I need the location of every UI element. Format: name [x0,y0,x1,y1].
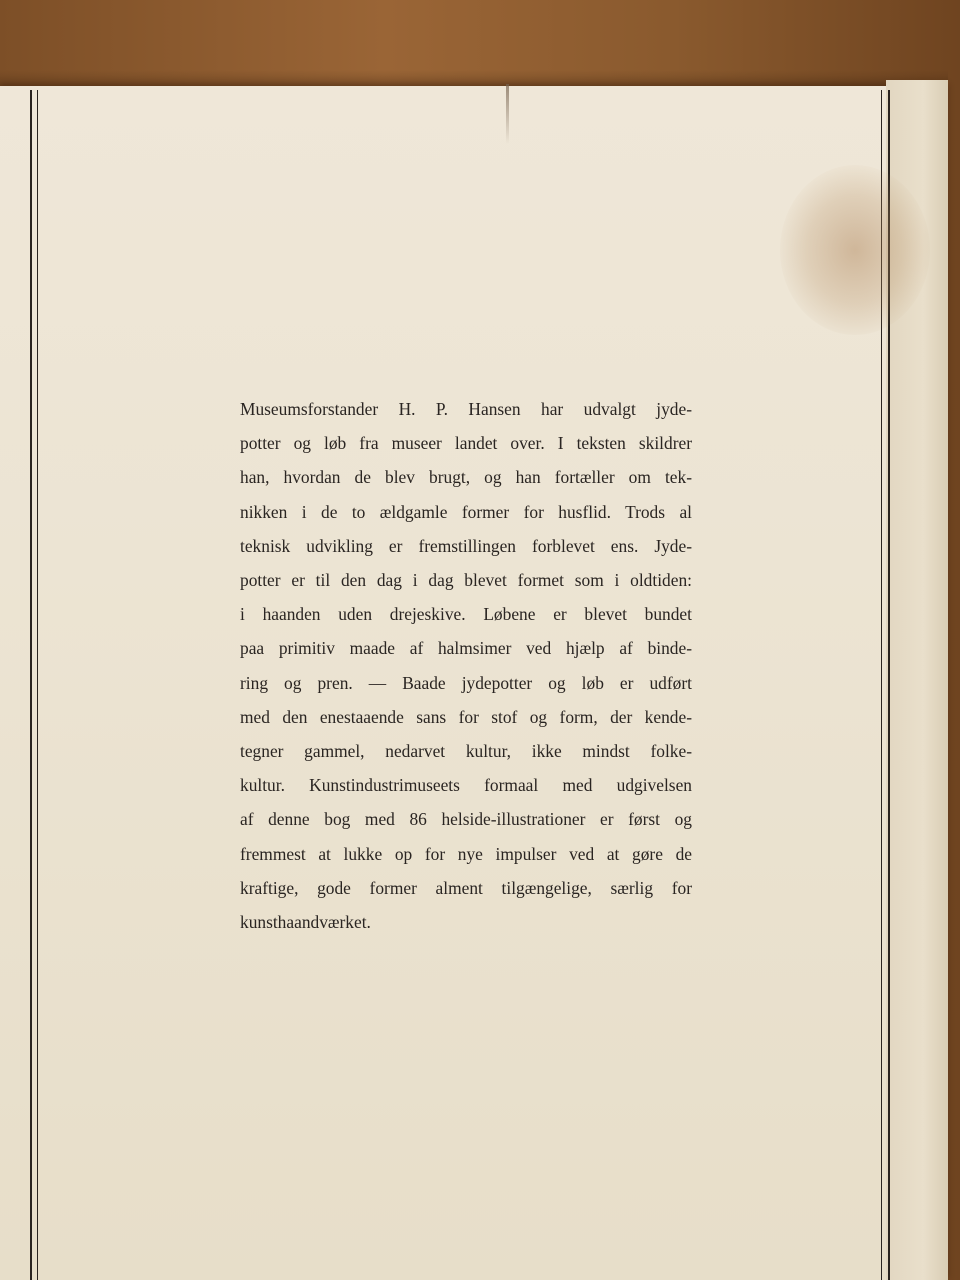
blurb-line: nikken i de to ældgamle former for husflid. Trods al [240,501,692,522]
blurb-line: med den enestaaende sans for stof og form, der kende- [240,706,692,727]
blurb-line: han, hvordan de blev brugt, og han fortæller om tek- [240,467,692,488]
blurb-line: fremmest at lukke op for nye impulser ved at gøre de [240,843,692,864]
blurb-line: ring og pren. — Baade jydepotter og løb er udført [240,672,692,693]
blurb-line: potter og løb fra museer landet over. I teksten skildrer [240,433,692,454]
blurb-line: i haanden uden drejeskive. Løbene er blevet bundet [240,604,692,625]
blurb-line: Museumsforstander H. P. Hansen har udvalgt jyde- [240,399,692,419]
left-border-rule-outer [30,90,32,1280]
blurb-line: kunsthaandværket. [240,912,371,933]
blurb-line: kraftige, gode former alment tilgængelige, særlig for [240,877,692,898]
blurb-line: af denne bog med 86 helside-illustrationer er først og [240,809,692,830]
water-stain [780,165,930,335]
paper-crease [506,84,509,144]
blurb-line: tegner gammel, nedarvet kultur, ikke mindst folke- [240,741,692,762]
left-border-rule-inner [37,90,38,1280]
blurb-line: paa primitiv maade af halmsimer ved hjælp af binde- [240,638,692,659]
blurb-line: potter er til den dag i dag blevet formet som i oldtiden: [240,570,692,591]
jacket-blurb [240,392,692,939]
blurb-line: kultur. Kunstindustrimuseets formaal med udgivelsen [240,775,692,796]
blurb-line: teknisk udvikling er fremstillingen forblevet ens. Jyde- [240,535,692,556]
